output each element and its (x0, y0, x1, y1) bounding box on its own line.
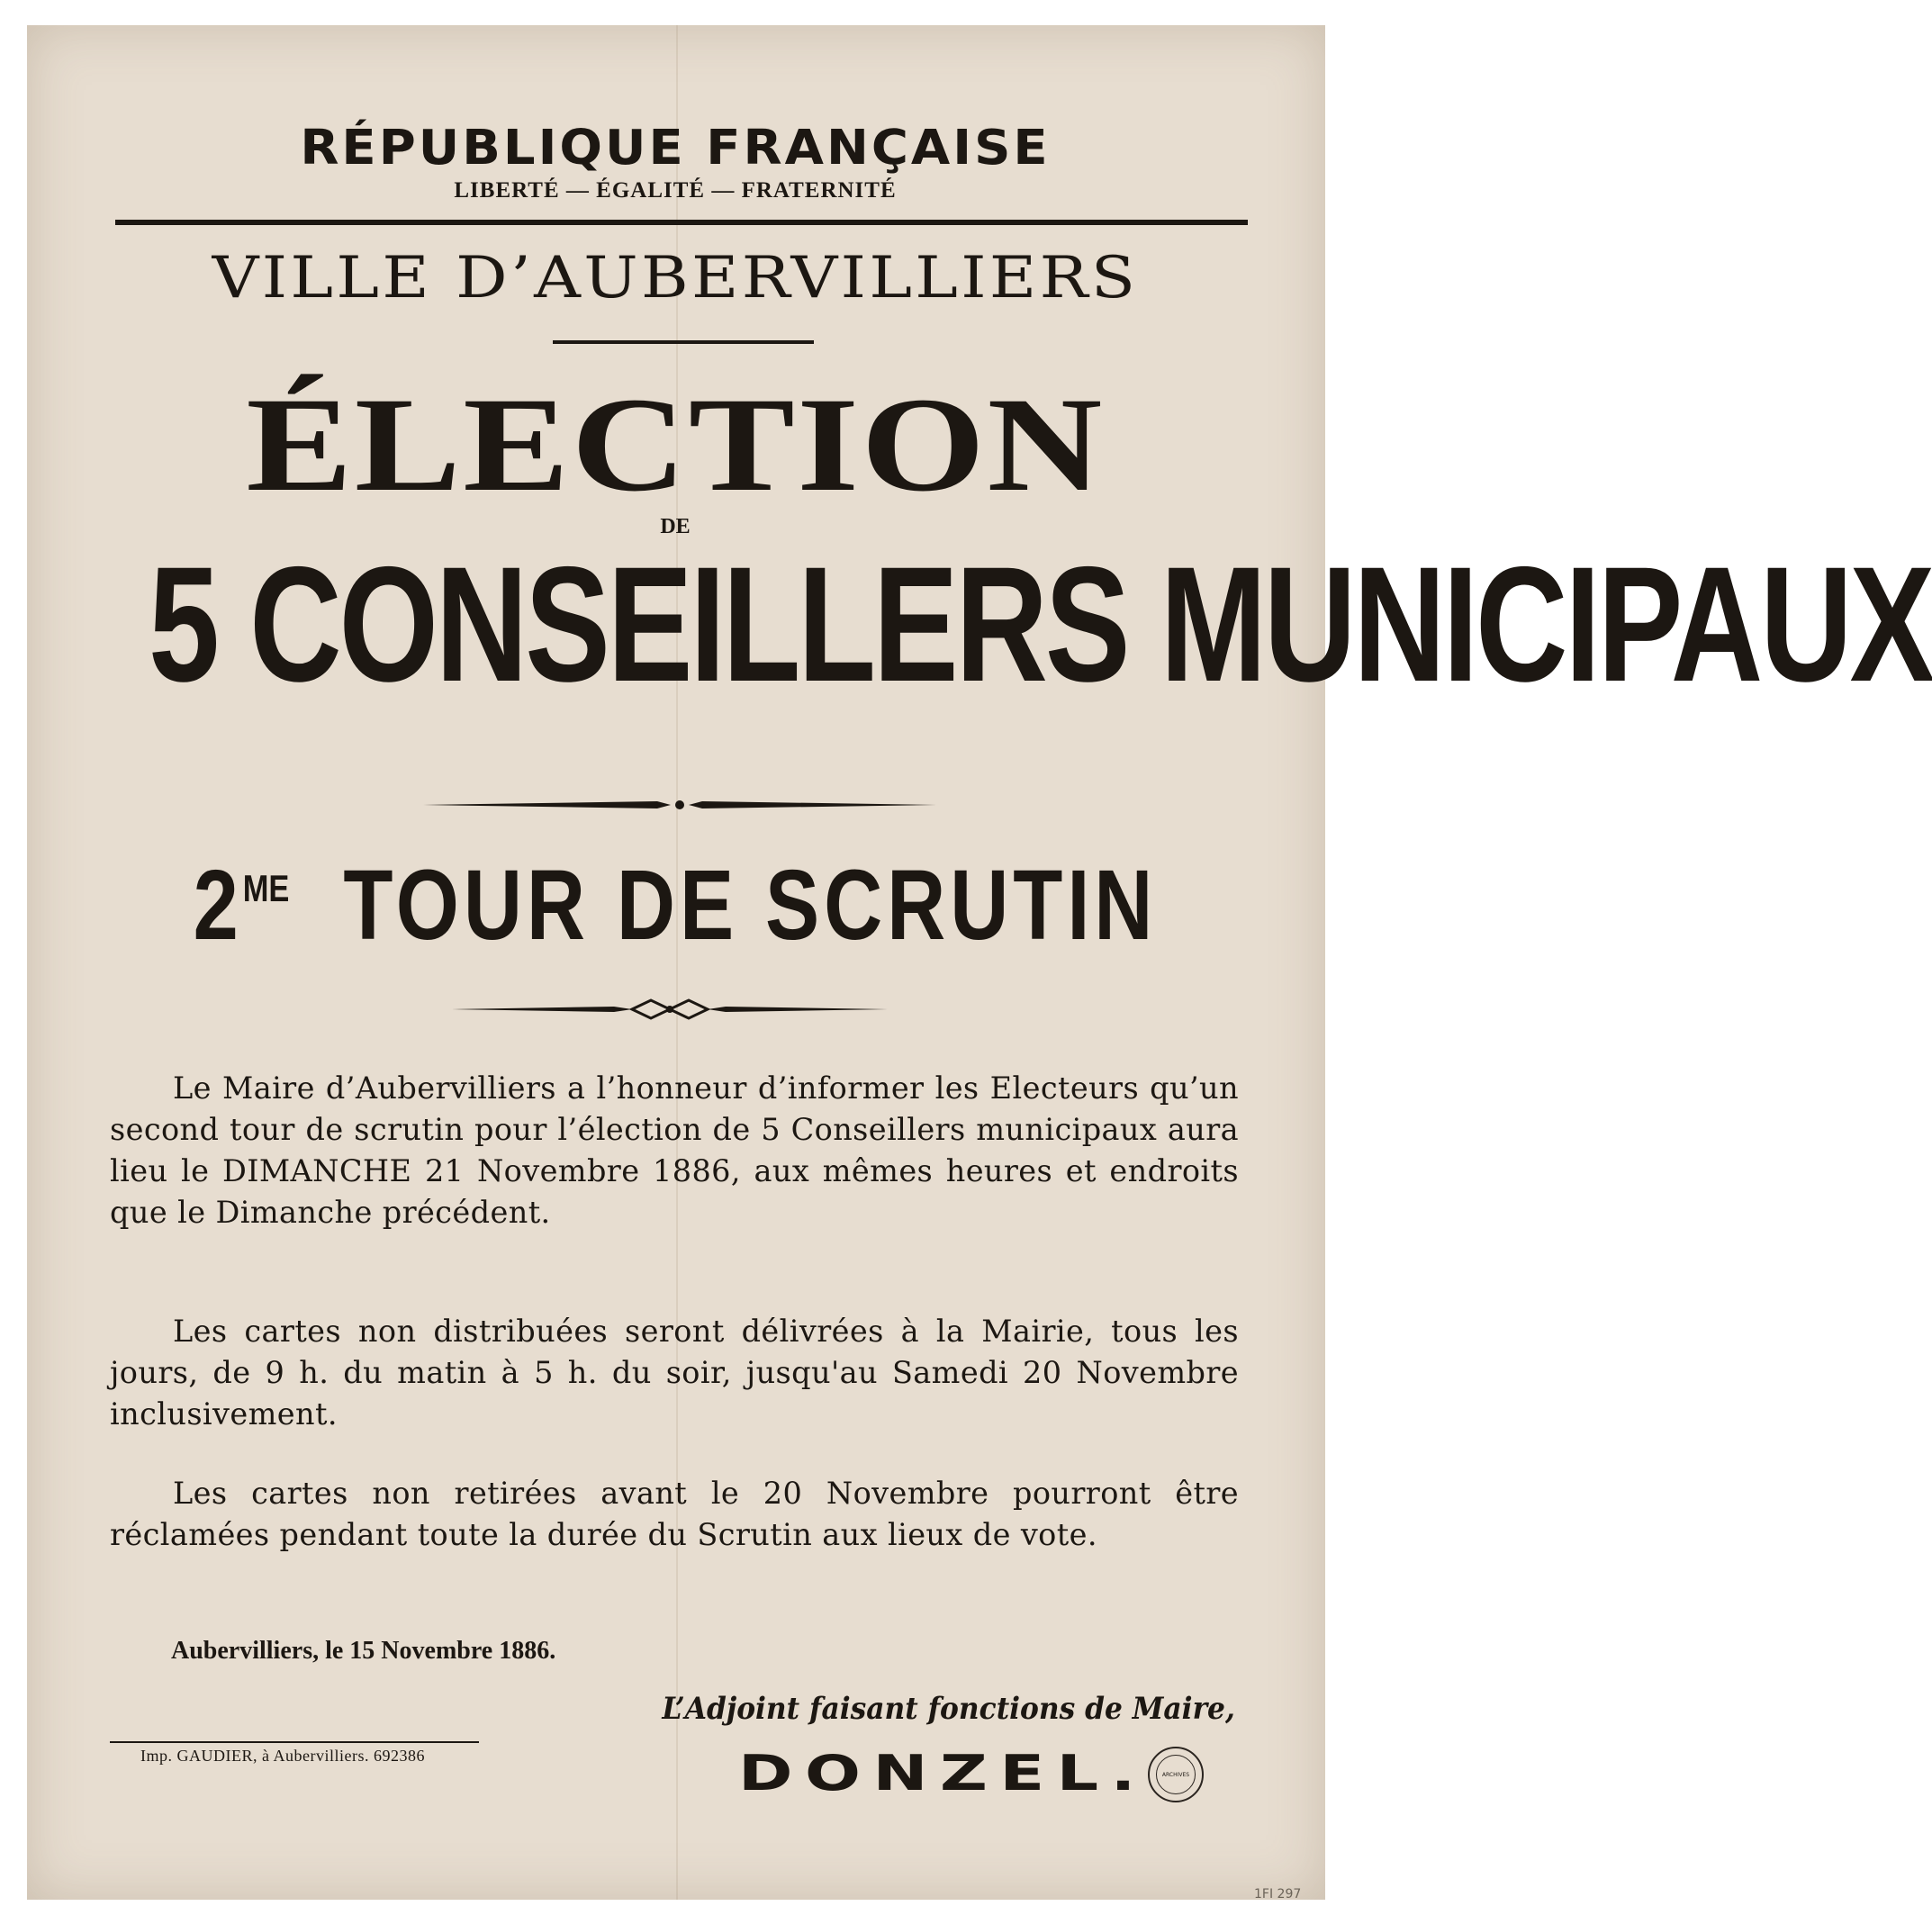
tour-label: TOUR DE SCRUTIN (343, 850, 1158, 961)
archive-cote: 1FI 297 (1254, 1887, 1302, 1901)
header-devise: LIBERTÉ — ÉGALITÉ — FRATERNITÉ (454, 178, 897, 203)
signature-name: DONZEL. (738, 1745, 1148, 1802)
tour-number: 2 (193, 850, 243, 961)
signature-title: L’Adjoint faisant fonctions de Maire, (662, 1691, 1235, 1727)
tour-suffix: ME (242, 867, 290, 909)
election-de: DE (660, 515, 691, 538)
imprimeur-rule (110, 1741, 479, 1743)
conseillers-title: 5 CONSEILLERS MUNICIPAUX (149, 532, 1932, 716)
paragraph-2: Les cartes non distribuées seront délivrées à la Mairie, tous les jours, de 9 h. du matin à 5 h. du soir, jusqu'au Samedi 20 Novembre inclusivement. (110, 1314, 1239, 1432)
header-rule (115, 220, 1248, 225)
tour-de-scrutin (122, 848, 1229, 962)
paragraph-1: Le Maire d’Aubervilliers a l’honneur d’informer les Electeurs qu’un second tour de scrutin pour l’élection de 5 Conseillers municipaux aura lieu le DIMANCHE 21 Novembre 1886, aux mêmes heures et endroits que le Dimanche précédent. (110, 1070, 1239, 1230)
archives-stamp-label: ARCHIVES (1161, 1771, 1190, 1778)
ville-rule (553, 340, 814, 344)
ville-title: VILLE D’AUBERVILLIERS (212, 245, 1139, 312)
imprimeur-line: Imp. GAUDIER, à Aubervilliers. 692386 (140, 1747, 425, 1765)
archives-stamp (1148, 1747, 1204, 1802)
header-republique: RÉPUBLIQUE FRANÇAISE (300, 120, 1051, 176)
election-title: ÉLECTION (246, 370, 1105, 519)
paragraph-3: Les cartes non retirées avant le 20 Novembre pourront être réclamées pendant toute la durée du Scrutin aux lieux de vote. (110, 1476, 1239, 1552)
date-line: Aubervilliers, le 15 Novembre 1886. (171, 1637, 556, 1665)
archives-stamp-ring (1156, 1755, 1196, 1794)
ornament-rule-bottom (452, 994, 888, 1025)
ornament-rule-top (423, 796, 936, 814)
